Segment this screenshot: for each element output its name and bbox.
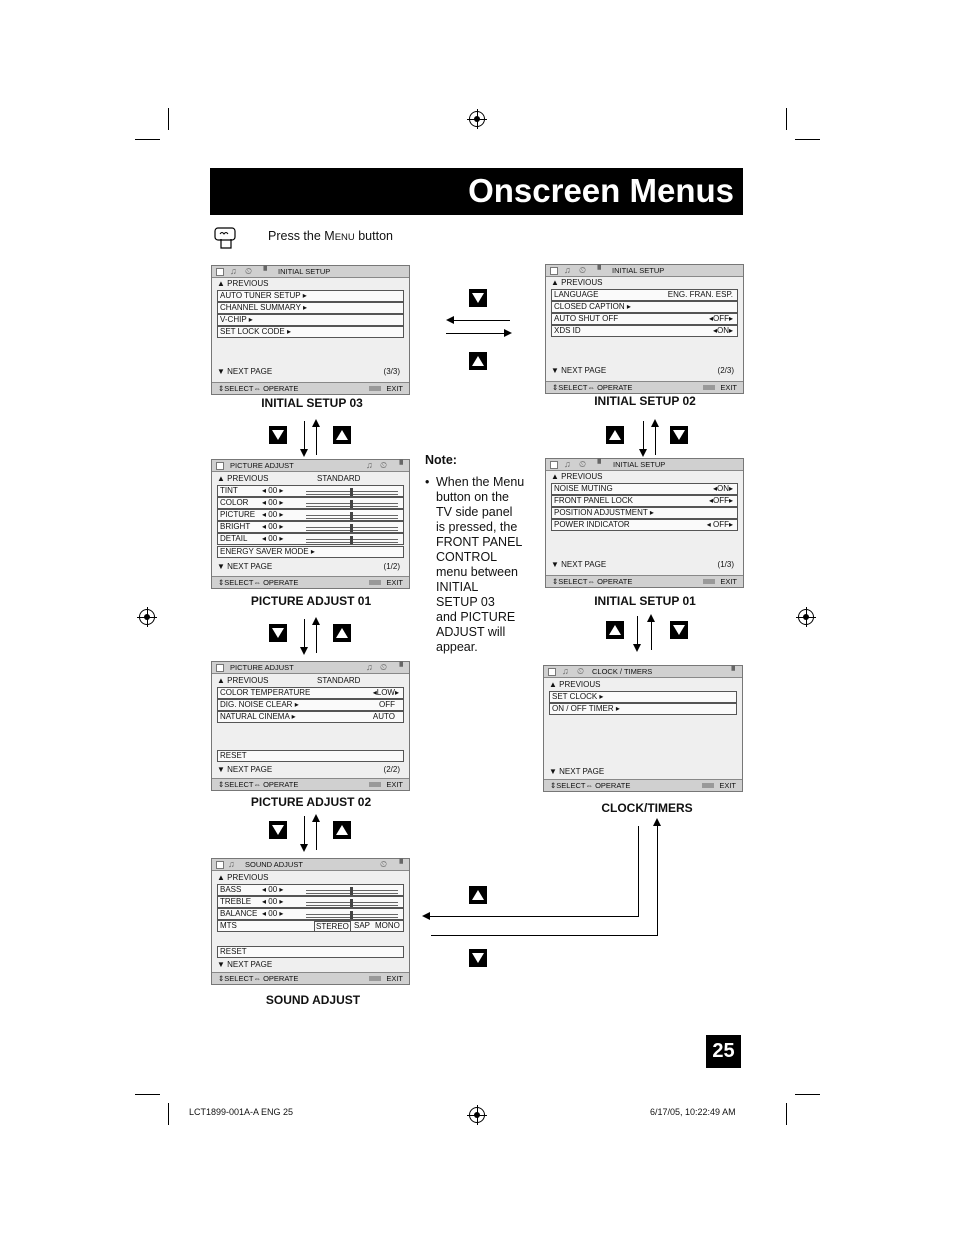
arrow-down-icon	[300, 844, 308, 852]
crop-mark	[135, 139, 160, 140]
menu-title: INITIAL SETUP	[613, 460, 666, 469]
arrow-line	[430, 916, 639, 917]
next-page-item[interactable]: ▼ NEXT PAGE (2/3)	[551, 366, 734, 375]
arrow-down-icon	[300, 647, 308, 655]
arrow-up-icon	[647, 614, 655, 622]
tv-icon	[550, 461, 558, 469]
menu-item[interactable]: ON / OFF TIMER ▸	[549, 703, 737, 715]
menu-item[interactable]: POSITION ADJUSTMENT ▸	[551, 507, 738, 519]
menu-caption: SOUND ADJUST	[265, 993, 361, 1007]
note-body: When the Menu button on the TV side panel is pressed, the FRONT PANEL CONTROL menu between INITIAL SETUP 03 and PICTURE ADJUST will appear.	[436, 475, 525, 654]
previous-item[interactable]: ▲ PREVIOUS STANDARD	[217, 474, 361, 483]
music-note-icon: ♫	[228, 859, 235, 869]
tv-icon	[216, 462, 224, 470]
initial-setup-03-menu	[211, 265, 410, 395]
previous-item[interactable]: ▲ PREVIOUS	[217, 279, 269, 288]
timer-icon: ⏲	[380, 460, 388, 470]
menu-title: INITIAL SETUP	[278, 267, 331, 276]
arrow-line	[304, 421, 305, 451]
menu-item[interactable]: V-CHIP ▸	[217, 314, 404, 326]
tv-icon	[216, 664, 224, 672]
arrow-down-icon	[639, 449, 647, 457]
slider-row[interactable]: TREBLE ◂ 00 ▸	[217, 896, 404, 908]
mts-row[interactable]: MTS STEREO SAP MONO	[217, 920, 404, 932]
up-arrow-button-icon	[333, 821, 351, 839]
menu-caption: PICTURE ADJUST 01	[250, 594, 372, 608]
music-note-icon: ♫	[366, 460, 373, 470]
note-heading: Note:	[425, 453, 457, 467]
up-arrow-button-icon	[333, 426, 351, 444]
menu-title: SOUND ADJUST	[245, 860, 303, 869]
slider-row[interactable]: BALANCE ◂ 00 ▸	[217, 908, 404, 920]
previous-item[interactable]: ▲ PREVIOUS STANDARD	[217, 676, 361, 685]
next-page-item[interactable]: ▼ NEXT PAGE (3/3)	[217, 367, 400, 376]
mts-option-stereo[interactable]: STEREO	[316, 922, 349, 931]
arrow-line	[643, 421, 644, 451]
menu-title: CLOCK / TIMERS	[592, 667, 653, 676]
up-arrow-button-icon	[606, 426, 624, 444]
music-note-icon: ♫	[564, 265, 571, 275]
timer-icon: ⏲	[380, 662, 388, 672]
arrow-up-icon	[312, 814, 320, 822]
timer-icon: ⏲	[579, 265, 587, 275]
arrow-line	[452, 320, 510, 321]
reset-item[interactable]: RESET	[217, 750, 404, 762]
menu-title: PICTURE ADJUST	[230, 663, 294, 672]
slider[interactable]	[306, 902, 398, 906]
arrow-down-icon	[633, 644, 641, 652]
arrow-line	[446, 333, 504, 334]
menu-footer-bar: ⇕SELECT⇔ OPERATE EXIT	[546, 381, 743, 393]
previous-item[interactable]: ▲ PREVIOUS	[551, 472, 603, 481]
arrow-up-icon	[651, 419, 659, 427]
intro-text: Press the MENU button	[268, 229, 393, 243]
crop-mark	[786, 108, 787, 130]
setup-icon: ▝	[396, 859, 403, 869]
note-bullet: •	[425, 475, 430, 489]
menu-caption: INITIAL SETUP 02	[594, 394, 696, 408]
arrow-right-icon	[504, 329, 512, 337]
slider[interactable]	[306, 527, 398, 531]
timer-icon: ⏲	[577, 666, 585, 676]
setup-icon: ▝	[396, 662, 403, 672]
slider[interactable]	[306, 914, 398, 918]
next-page-item[interactable]: ▼ NEXT PAGE (1/3)	[551, 560, 734, 569]
down-arrow-button-icon	[269, 426, 287, 444]
arrow-line	[316, 623, 317, 653]
up-arrow-button-icon	[606, 621, 624, 639]
down-arrow-button-icon	[670, 621, 688, 639]
music-note-icon: ♫	[564, 459, 571, 469]
up-arrow-button-icon	[469, 352, 487, 370]
crop-mark	[795, 139, 820, 140]
arrow-line	[657, 826, 658, 936]
arrow-line	[637, 616, 638, 646]
crop-mark	[786, 1103, 787, 1125]
menu-footer-bar: ⇕SELECT⇔ OPERATE EXIT	[546, 575, 743, 587]
slider-row[interactable]: TINT ◂ 00 ▸	[217, 485, 404, 497]
clock-timers-menu	[543, 665, 743, 792]
page-title: Onscreen Menus	[468, 172, 734, 209]
footer-left: LCT1899-001A-A ENG 25	[189, 1107, 294, 1117]
setup-icon: ▝	[396, 460, 403, 470]
registration-mark-icon	[139, 609, 155, 625]
menu-caption: INITIAL SETUP 03	[261, 396, 363, 410]
menu-footer-bar: ⇕SELECT⇔ OPERATE EXIT	[212, 778, 409, 790]
arrow-up-icon	[653, 818, 661, 826]
mts-option-mono[interactable]: MONO	[375, 921, 400, 930]
arrow-line	[304, 816, 305, 846]
previous-item[interactable]: ▲ PREVIOUS	[551, 278, 603, 287]
setup-icon: ▝	[594, 459, 601, 469]
arrow-up-icon	[312, 617, 320, 625]
arrow-line	[304, 619, 305, 649]
arrow-line	[655, 425, 656, 455]
menu-footer-bar: ⇕SELECT⇔ OPERATE EXIT	[212, 576, 409, 588]
menu-item[interactable]: CLOSED CAPTION ▸	[551, 301, 738, 313]
previous-item[interactable]: ▲ PREVIOUS	[549, 680, 601, 689]
menu-item[interactable]: FRONT PANEL LOCK ◂OFF▸	[551, 495, 738, 507]
menu-item[interactable]: SET LOCK CODE ▸	[217, 326, 404, 338]
down-arrow-button-icon	[269, 624, 287, 642]
menu-item[interactable]: POWER INDICATOR ◂ OFF▸	[551, 519, 738, 531]
crop-mark	[795, 1094, 820, 1095]
registration-mark-icon	[469, 111, 485, 127]
reset-item[interactable]: RESET	[217, 946, 404, 958]
arrow-line	[316, 820, 317, 850]
music-note-icon: ♫	[562, 666, 569, 676]
registration-mark-icon	[469, 1107, 485, 1123]
menu-item[interactable]: AUTO TUNER SETUP ▸	[217, 290, 404, 302]
tv-icon	[216, 268, 224, 276]
menu-footer-bar: ⇕SELECT⇔ OPERATE EXIT	[544, 779, 742, 791]
crop-mark	[168, 1103, 169, 1125]
mts-option-sap[interactable]: SAP	[354, 921, 371, 930]
menu-caption: INITIAL SETUP 01	[594, 594, 696, 608]
slider[interactable]	[306, 890, 398, 894]
menu-item[interactable]: ENERGY SAVER MODE ▸	[217, 546, 404, 558]
arrow-left-icon	[422, 912, 430, 920]
arrow-line	[651, 620, 652, 650]
slider[interactable]	[306, 539, 398, 543]
slider-row[interactable]: DETAIL ◂ 00 ▸	[217, 533, 404, 545]
sound-adjust-menu	[211, 858, 410, 985]
slider-row[interactable]: COLOR ◂ 00 ▸	[217, 497, 404, 509]
music-note-icon: ♫	[230, 266, 237, 276]
arrow-line	[431, 935, 658, 936]
initial-setup-01-menu	[545, 458, 744, 588]
menu-footer-bar: ⇕SELECT⇔ OPERATE EXIT	[212, 382, 409, 394]
crop-mark	[168, 108, 169, 130]
menu-caption: PICTURE ADJUST 02	[250, 795, 372, 809]
menu-item[interactable]: NOISE MUTING ◂ON▸	[551, 483, 738, 495]
slider[interactable]	[306, 515, 398, 519]
registration-mark-icon	[798, 609, 814, 625]
down-arrow-button-icon	[469, 949, 487, 967]
setup-icon: ▝	[728, 666, 735, 676]
menu-footer-bar: ⇕SELECT⇔ OPERATE EXIT	[212, 972, 409, 984]
initial-setup-02-menu	[545, 264, 744, 394]
menu-item[interactable]: LANGUAGE ENG. FRAN. ESP.	[551, 289, 738, 301]
previous-item[interactable]: ▲ PREVIOUS	[217, 873, 269, 882]
down-arrow-button-icon	[469, 289, 487, 307]
arrow-down-icon	[300, 449, 308, 457]
menu-item[interactable]: AUTO SHUT OFF ◂OFF▸	[551, 313, 738, 325]
arrow-line	[638, 826, 639, 917]
hand-press-icon	[213, 226, 237, 250]
menu-item[interactable]: DIG. NOISE CLEAR ▸ OFF	[217, 699, 404, 711]
tv-icon	[550, 267, 558, 275]
menu-title: PICTURE ADJUST	[230, 461, 294, 470]
timer-icon: ⏲	[380, 859, 388, 869]
up-arrow-button-icon	[333, 624, 351, 642]
crop-mark	[135, 1094, 160, 1095]
menu-caption: CLOCK/TIMERS	[601, 801, 693, 815]
setup-icon: ▝	[594, 265, 601, 275]
next-page-item[interactable]: ▼ NEXT PAGE	[549, 767, 605, 776]
next-page-item[interactable]: ▼ NEXT PAGE (2/2)	[217, 765, 400, 774]
next-page-item[interactable]: ▼ NEXT PAGE (1/2)	[217, 562, 400, 571]
menu-item[interactable]: CHANNEL SUMMARY ▸	[217, 302, 404, 314]
timer-icon: ⏲	[579, 459, 587, 469]
menu-title: INITIAL SETUP	[612, 266, 665, 275]
down-arrow-button-icon	[269, 821, 287, 839]
slider-row[interactable]: BASS ◂ 00 ▸	[217, 884, 404, 896]
picture-adjust-01-menu	[211, 459, 410, 589]
arrow-left-icon	[446, 316, 454, 324]
menu-item[interactable]: XDS ID ◂ON▸	[551, 325, 738, 337]
tv-icon	[216, 861, 224, 869]
down-arrow-button-icon	[670, 426, 688, 444]
page-number: 25	[706, 1035, 741, 1068]
up-arrow-button-icon	[469, 886, 487, 904]
menu-item[interactable]: NATURAL CINEMA ▸ AUTO	[217, 711, 404, 723]
tv-icon	[548, 668, 556, 676]
menu-item[interactable]: COLOR TEMPERATURE ◂LOW▸	[217, 687, 404, 699]
music-note-icon: ♫	[366, 662, 373, 672]
setup-icon: ▝	[260, 266, 267, 276]
arrow-up-icon	[312, 419, 320, 427]
arrow-line	[316, 425, 317, 455]
slider-row[interactable]: PICTURE ◂ 00 ▸	[217, 509, 404, 521]
next-page-item[interactable]: ▼ NEXT PAGE	[217, 960, 273, 969]
footer-right: 6/17/05, 10:22:49 AM	[650, 1107, 736, 1117]
slider[interactable]	[306, 503, 398, 507]
slider-row[interactable]: BRIGHT ◂ 00 ▸	[217, 521, 404, 533]
menu-item[interactable]: SET CLOCK ▸	[549, 691, 737, 703]
picture-adjust-02-menu	[211, 661, 410, 791]
timer-icon: ⏲	[245, 266, 253, 276]
page-header	[210, 168, 743, 215]
slider[interactable]	[306, 491, 398, 495]
